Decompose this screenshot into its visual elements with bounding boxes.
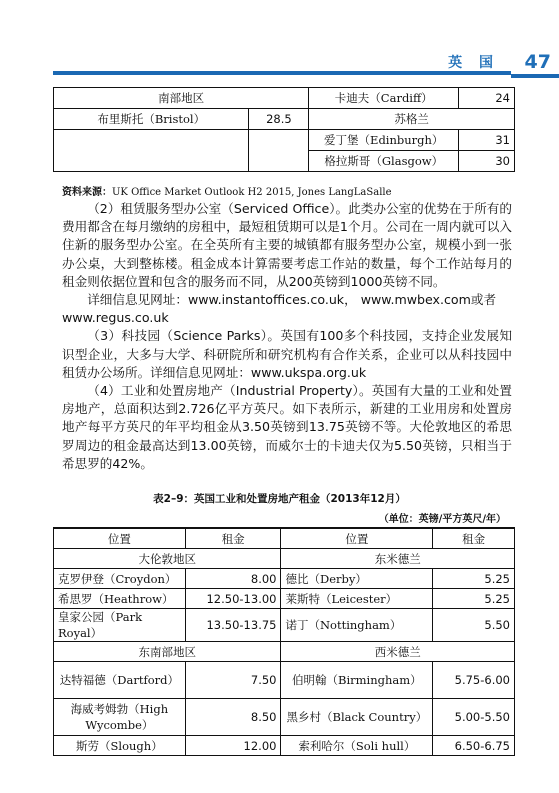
rent-cell: 5.50 <box>433 609 515 642</box>
location-cell: 诺丁（Nottingham） <box>281 609 433 642</box>
table-row <box>54 736 515 756</box>
table-row <box>54 589 515 609</box>
rent-cell: 6.50-6.75 <box>433 736 515 756</box>
rent-cell: 24 <box>459 88 515 109</box>
table-row <box>54 109 515 130</box>
rent-cell: 8.00 <box>185 569 281 589</box>
paragraph-regus-link: www.regus.co.uk <box>62 310 169 326</box>
rent-cell: 31 <box>459 130 515 151</box>
location-cell: 海威考姆勃（High Wycombe） <box>54 699 186 736</box>
empty-cell <box>249 130 309 172</box>
location-cell: 布里斯托（Bristol） <box>54 109 249 130</box>
location-cell: 克罗伊登（Croydon） <box>54 569 186 589</box>
location-cell: 爱丁堡（Edinburgh） <box>309 130 459 151</box>
column-header: 租金 <box>433 528 515 549</box>
rent-cell: 5.75-6.00 <box>433 662 515 699</box>
region-cell: 东南部地区 <box>54 642 281 662</box>
paragraph-websites: 详细信息见网址：www.instantoffices.co.uk， www.mwbex.com或者 <box>87 292 497 308</box>
location-cell: 德比（Derby） <box>281 569 433 589</box>
location-cell: 莱斯特（Leicester） <box>281 589 433 609</box>
rent-cell: 28.5 <box>249 109 309 130</box>
page-number: 47 <box>524 51 551 73</box>
rent-cell: 5.25 <box>433 589 515 609</box>
location-cell: 黑乡村（Black Country） <box>281 699 433 736</box>
header-rule <box>53 71 511 75</box>
table-row <box>54 662 515 699</box>
column-header: 位置 <box>54 528 186 549</box>
rent-cell: 12.50-13.00 <box>185 589 281 609</box>
source-note <box>62 183 392 198</box>
location-cell: 希思罗（Heathrow） <box>54 589 186 609</box>
location-cell: 皇家公园（Park Royal） <box>54 609 186 642</box>
header-rule-accent <box>511 74 559 78</box>
paragraph-serviced-office: （2）租赁服务型办公室（Serviced Office）。此类办公室的优势在于所有的费用都含在每月缴纳的房租中，最短租赁期可以是1个月。公司在一周内就可以入住新的服务型办公室。在全英所有主要的城镇都有服务型办公室，规模小到一张办公桌，大到整栋楼。租金成本计算需要考虑工作站的数量，每个工作站每月的租金则依据位置和包含的服务而不同，从200英镑到1000英镑不同。 <box>62 201 512 289</box>
paragraph-industrial-property: （4）工业和处置房地产（Industrial Property）。英国有大量的工业和处置房地产，总面积达到2.726亿平方英尺。如下表所示，新建的工业用房和处置房地产每平方英尺的年平均租金从3.50英镑到13.75英镑不等。大伦敦地区的希思罗周边的租金最高达到13.00英镑，而威尔士的卡迪夫仅为5.50英镑，只相当于希思罗的42%。 <box>62 383 512 471</box>
section-title: 英 国 <box>448 55 499 71</box>
empty-cell <box>54 130 249 172</box>
region-cell: 南部地区 <box>54 88 309 109</box>
column-header: 租金 <box>185 528 281 549</box>
location-cell: 索利哈尔（Soli hull） <box>281 736 433 756</box>
industrial-rent-table <box>53 527 515 756</box>
table-row <box>54 569 515 589</box>
location-cell: 斯劳（Slough） <box>54 736 186 756</box>
location-cell: 格拉斯哥（Glasgow） <box>309 151 459 172</box>
column-header: 位置 <box>281 528 433 549</box>
office-rent-table-continued <box>53 87 515 172</box>
rent-cell: 7.50 <box>185 662 281 699</box>
region-cell: 东米德兰 <box>281 549 515 569</box>
region-cell: 西米德兰 <box>281 642 515 662</box>
table-header-row <box>54 528 515 549</box>
table-row <box>54 699 515 736</box>
table-unit: （单位：英镑/平方英尺/年） <box>378 514 506 525</box>
location-cell: 伯明翰（Birmingham） <box>281 662 433 699</box>
rent-cell: 5.25 <box>433 569 515 589</box>
paragraph-science-parks: （3）科技园（Science Parks）。英国有100多个科技园，支持企业发展知识型企业，大多与大学、科研院所和研究机构有合作关系，企业可以从科技园中租赁办公场所。详细信息见网址：www.ukspa.org.uk <box>62 328 512 380</box>
region-row <box>54 642 515 662</box>
location-cell: 卡迪夫（Cardiff） <box>309 88 459 109</box>
rent-cell: 5.00-5.50 <box>433 699 515 736</box>
table-caption: 表2–9：英国工业和处置房地产租金（2013年12月） <box>153 493 406 505</box>
region-cell: 苏格兰 <box>309 109 515 130</box>
rent-cell: 12.00 <box>185 736 281 756</box>
table-row <box>54 609 515 642</box>
source-label: 资料来源： <box>62 187 112 198</box>
source-text: UK Office Market Outlook H2 2015, Jones LangLaSalle <box>112 187 392 198</box>
location-cell: 达特福德（Dartford） <box>54 662 186 699</box>
region-row <box>54 549 515 569</box>
table-row <box>54 88 515 109</box>
rent-cell: 30 <box>459 151 515 172</box>
body-text <box>62 200 512 473</box>
region-cell: 大伦敦地区 <box>54 549 281 569</box>
rent-cell: 8.50 <box>185 699 281 736</box>
table-row <box>54 130 515 151</box>
rent-cell: 13.50-13.75 <box>185 609 281 642</box>
